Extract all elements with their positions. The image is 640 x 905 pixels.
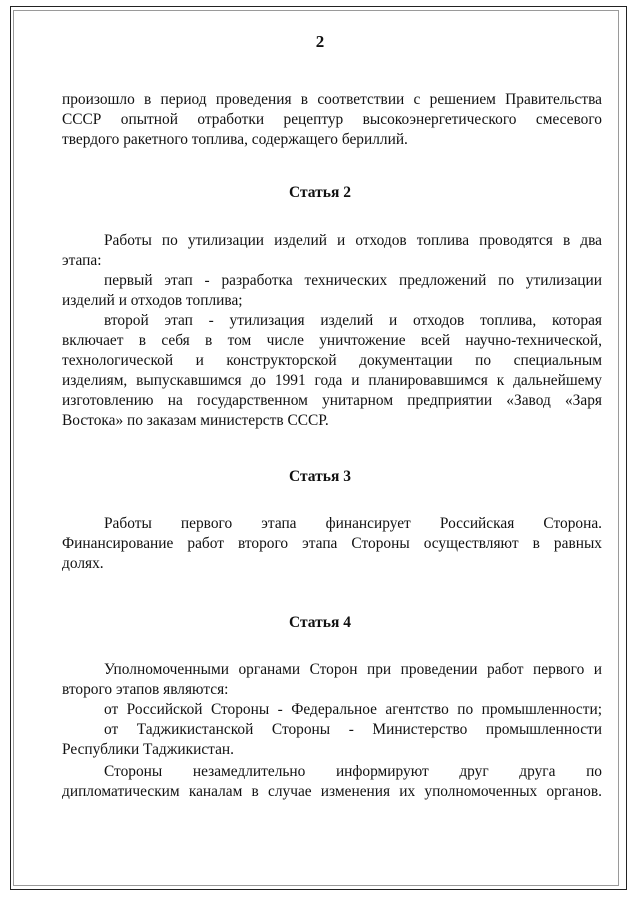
article-4-heading: Статья 4 <box>289 614 351 631</box>
article-2-line-6: включает в себя в том числе уничтожение всей научно-технической, <box>62 332 602 349</box>
article-2-line-8: изделиям, выпускавшимся до 1991 года и планировавшимся к дальнейшему <box>62 372 602 389</box>
article-3-line-1: Работы первого этапа финансирует Российская Сторона. <box>104 515 602 532</box>
article-2-line-9: изготовлению на государственном унитарном предприятии «Завод «Заря <box>62 392 602 409</box>
article-4-line-3: от Российской Стороны - Федеральное агентство по промышленности; <box>104 701 602 718</box>
article-4-line-2: второго этапов являются: <box>62 681 229 698</box>
article-4-line-6: Стороны незамедлительно информируют друг друга по <box>104 763 602 780</box>
intro-line-1: произошло в период проведения в соответствии с решением Правительства <box>62 91 602 108</box>
article-3-line-3: долях. <box>62 555 104 572</box>
article-2-line-2: этапа: <box>62 252 102 269</box>
article-4-line-1: Уполномоченными органами Сторон при проведении работ первого и <box>104 661 602 678</box>
article-2-heading: Статья 2 <box>289 184 351 201</box>
page-number: 2 <box>315 32 325 51</box>
article-2-line-7: технологической и конструкторской документации по специальным <box>62 352 602 369</box>
article-3-heading: Статья 3 <box>289 468 351 485</box>
article-2-line-10: Востока» по заказам министерств СССР. <box>62 412 329 429</box>
intro-line-3: твердого ракетного топлива, содержащего бериллий. <box>62 131 408 148</box>
article-4-line-5: Республики Таджикистан. <box>62 741 234 758</box>
article-2-line-3: первый этап - разработка технических предложений по утилизации <box>104 272 602 289</box>
article-4-line-7: дипломатическим каналам в случае изменения их уполномоченных органов. <box>62 783 602 800</box>
article-4-line-4: от Таджикистанской Стороны - Министерство промышленности <box>104 721 602 738</box>
intro-line-2: СССР опытной отработки рецептур высокоэнергетического смесевого <box>62 111 602 128</box>
article-3-line-2: Финансирование работ второго этапа Стороны осуществляют в равных <box>62 535 602 552</box>
article-2-line-1: Работы по утилизации изделий и отходов топлива проводятся в два <box>104 232 602 249</box>
article-2-line-5: второй этап - утилизация изделий и отходов топлива, которая <box>104 312 602 329</box>
article-2-line-4: изделий и отходов топлива; <box>62 292 243 309</box>
